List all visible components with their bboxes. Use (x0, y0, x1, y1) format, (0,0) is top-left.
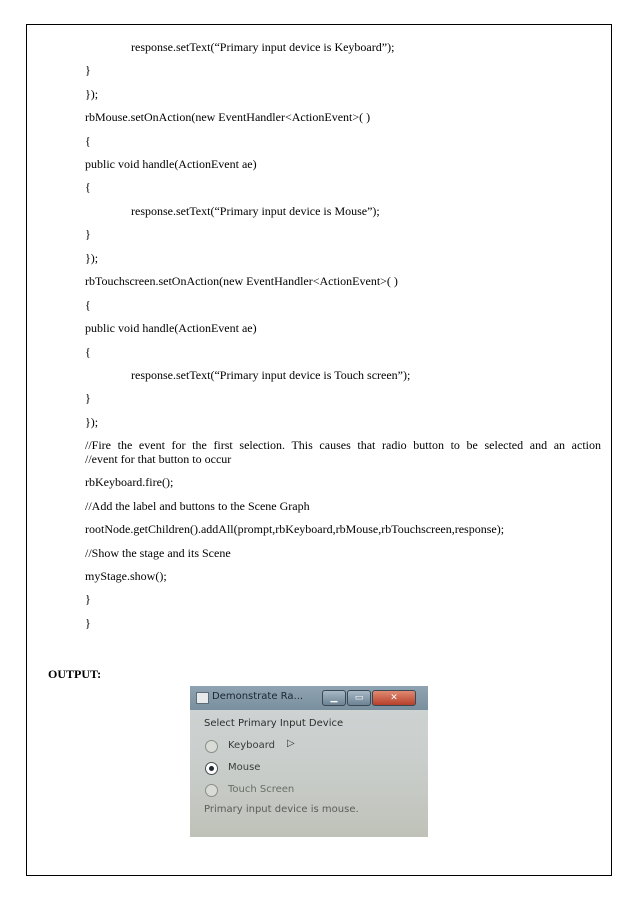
code-line: } (85, 592, 91, 606)
response-label: Primary input device is mouse. (204, 804, 359, 815)
radio-touch-screen[interactable] (205, 784, 218, 797)
comment-line: //Fire the event for the first selection. This causes that radio button to be selected and an action (85, 438, 601, 452)
output-screenshot (190, 686, 428, 837)
code-line: myStage.show(); (85, 569, 167, 583)
close-button[interactable]: ✕ (372, 690, 416, 706)
prompt-label: Select Primary Input Device (204, 718, 344, 729)
radio-keyboard[interactable] (205, 740, 218, 753)
code-line: rbTouchscreen.setOnAction(new EventHandler<ActionEvent>( ) (85, 274, 398, 288)
minimize-button[interactable]: ▁ (322, 690, 346, 706)
code-line: { (85, 180, 91, 194)
code-line: }); (85, 251, 99, 265)
code-line: public void handle(ActionEvent ae) (85, 321, 257, 335)
code-line: public void handle(ActionEvent ae) (85, 157, 257, 171)
code-line: }); (85, 415, 99, 429)
code-line: rbKeyboard.fire(); (85, 475, 174, 489)
output-heading: OUTPUT: (48, 667, 102, 681)
mouse-cursor-icon: ▷ (287, 738, 295, 749)
code-line: } (85, 227, 91, 241)
code-line: } (85, 63, 91, 77)
code-line: { (85, 134, 91, 148)
app-icon (196, 692, 209, 704)
code-line: { (85, 345, 91, 359)
comment-line: //Show the stage and its Scene (85, 546, 231, 560)
window-titlebar (190, 686, 428, 710)
window-title: Demonstrate Ra... (212, 691, 304, 702)
code-line: response.setText(“Primary input device is Touch screen”); (131, 368, 411, 382)
code-line: } (85, 391, 91, 405)
code-line: rbMouse.setOnAction(new EventHandler<ActionEvent>( ) (85, 110, 371, 124)
radio-label-keyboard: Keyboard (228, 740, 276, 751)
comment-line: //event for that button to occur (85, 452, 232, 466)
code-line: } (85, 616, 91, 630)
code-line: response.setText(“Primary input device is Keyboard”); (131, 40, 395, 54)
code-line: response.setText(“Primary input device is Mouse”); (131, 204, 380, 218)
radio-label-touch-screen: Touch Screen (228, 784, 295, 795)
radio-label-mouse: Mouse (228, 762, 261, 773)
maximize-button[interactable]: ▭ (347, 690, 371, 706)
code-line: }); (85, 87, 99, 101)
comment-line: //Add the label and buttons to the Scene Graph (85, 499, 310, 513)
radio-mouse[interactable] (205, 762, 218, 775)
code-line: { (85, 298, 91, 312)
code-line: rootNode.getChildren().addAll(prompt,rbKeyboard,rbMouse,rbTouchscreen,response); (85, 522, 505, 536)
